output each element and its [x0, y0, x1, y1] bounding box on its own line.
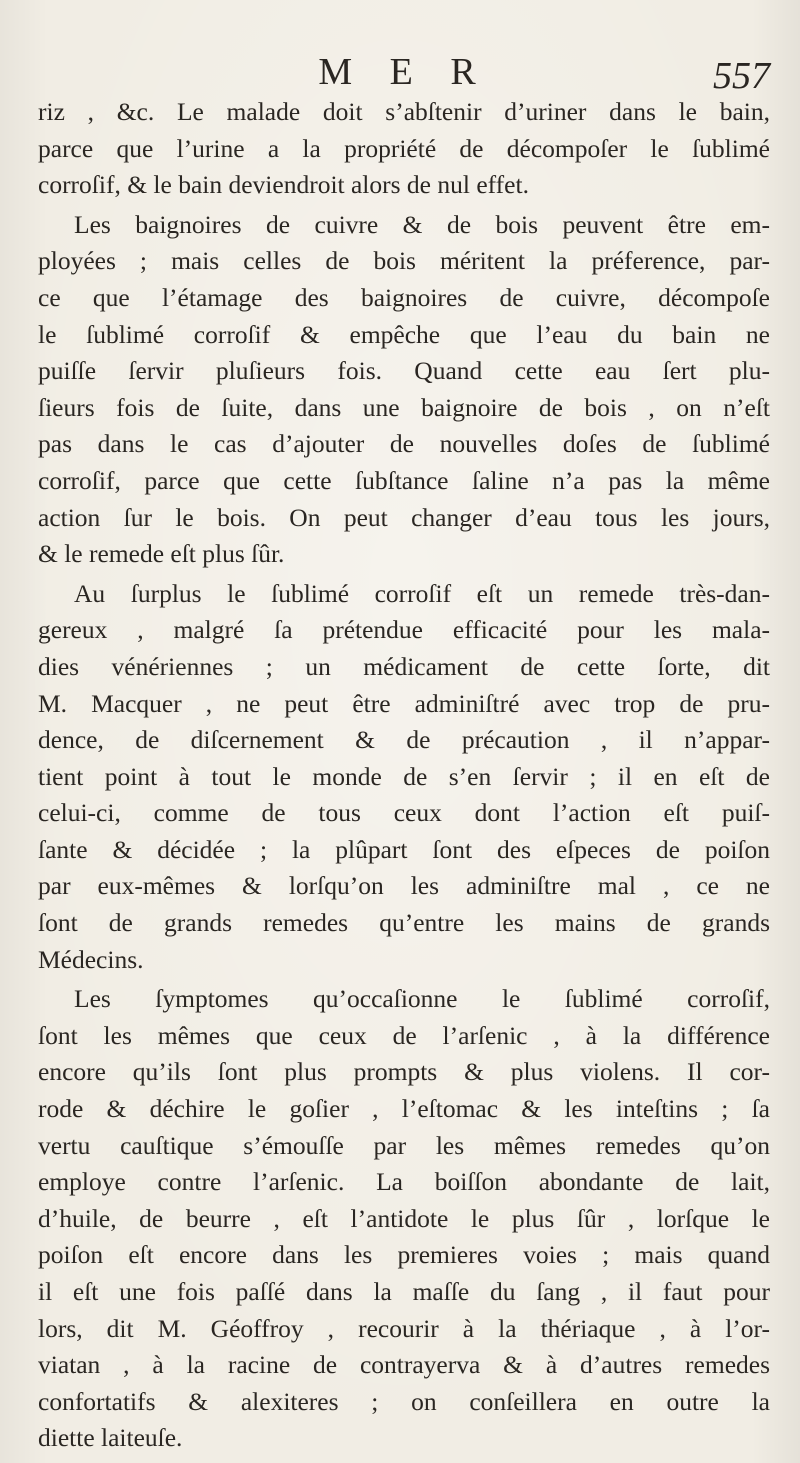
- text-line: viatan , à la racine de contrayerva & à d’autres remedes: [38, 1350, 770, 1380]
- page-number: 557: [713, 55, 770, 97]
- text-line: ſieurs fois de ſuite, dans une baignoire de bois , on n’eſt: [38, 392, 770, 422]
- text-line: il eſt une fois paſſé dans la maſſe du ſang , il faut pour: [38, 1277, 770, 1306]
- text-line: employe contre l’arſenic. La boiſſon abondante de lait,: [38, 1167, 770, 1197]
- text-line: pas dans le cas d’ajouter de nouvelles doſes de ſublimé: [38, 429, 770, 459]
- text-line: ployées ; mais celles de bois méritent la préference, par-: [38, 246, 770, 276]
- page-header: [38, 50, 770, 97]
- body-text: [38, 94, 770, 1457]
- text-line: diette laiteuſe.: [38, 1423, 183, 1453]
- text-line: action ſur le bois. On peut changer d’eau tous les jours,: [38, 502, 770, 532]
- text-line: ſante & décidée ; la plûpart ſont des eſpeces de poiſon: [38, 834, 770, 864]
- text-line: rode & déchire le goſier , l’eſtomac & les inteſtins ; ſa: [38, 1094, 770, 1124]
- text-line: encore qu’ils ſont plus prompts & plus violens. Il cor-: [38, 1057, 770, 1087]
- text-line: & le remede eſt plus ſûr.: [38, 539, 285, 569]
- paragraph-1: [38, 94, 770, 204]
- text-line: Au ſurplus le ſublimé corroſif eſt un remede très-dan-: [74, 578, 770, 608]
- text-line: par eux-mêmes & lorſqu’on les adminiſtre mal , ce ne: [38, 871, 770, 901]
- text-line: le ſublimé corroſif & empêche que l’eau du bain ne: [38, 319, 770, 349]
- text-line: dies vénériennes ; un médicament de cette ſorte, dit: [38, 651, 770, 681]
- text-line: poiſon eſt encore dans les premieres voies ; mais quand: [38, 1240, 770, 1270]
- text-line: riz , &c. Le malade doit s’abſtenir d’uriner dans le bain,: [38, 97, 770, 126]
- text-line: M. Macquer , ne peut être adminiſtré avec trop de pru-: [38, 688, 770, 718]
- text-line: ce que l’étamage des baignoires de cuivre, décompoſe: [38, 282, 770, 312]
- text-line: tient point à tout le monde de s’en ſervir ; il en eſt de: [38, 761, 770, 791]
- text-line: corroſif, parce que cette ſubſtance ſaline n’a pas la même: [38, 465, 770, 495]
- text-line: parce que l’urine a la propriété de décompoſer le ſublimé: [38, 133, 770, 163]
- text-line: lors, dit M. Géoffroy , recourir à la thériaque , à l’or-: [38, 1313, 770, 1343]
- text-line: ſont de grands remedes qu’entre les mains de grands: [38, 908, 770, 938]
- paragraph-3: [38, 576, 770, 979]
- text-line: dence, de diſcernement & de précaution , il n’appar-: [38, 725, 770, 755]
- text-line: Les ſymptomes qu’occaſionne le ſublimé corroſif,: [74, 984, 770, 1014]
- text-line: gereux , malgré ſa prétendue efficacité pour les mala-: [38, 615, 770, 645]
- text-line: Les baignoires de cuivre & de bois peuvent être em-: [74, 209, 770, 239]
- paragraph-4: [38, 981, 770, 1457]
- paragraph-2: [38, 207, 770, 573]
- text-line: confortatifs & alexiteres ; on conſeillera en outre la: [38, 1386, 770, 1416]
- text-line: ſont les mêmes que ceux de l’arſenic , à la différence: [38, 1020, 770, 1050]
- text-line: Médecins.: [38, 944, 144, 974]
- text-line: corroſif, & le bain deviendroit alors de nul effet.: [38, 170, 529, 200]
- text-line: vertu cauſtique s’émouſſe par les mêmes remedes qu’on: [38, 1130, 770, 1160]
- text-line: celui-ci, comme de tous ceux dont l’action eſt puiſ-: [38, 798, 770, 828]
- text-line: d’huile, de beurre , eſt l’antidote le plus ſûr , lorſque le: [38, 1203, 770, 1233]
- text-line: puiſſe ſervir pluſieurs fois. Quand cette eau ſert plu-: [38, 356, 770, 386]
- running-head: M E R: [318, 51, 490, 93]
